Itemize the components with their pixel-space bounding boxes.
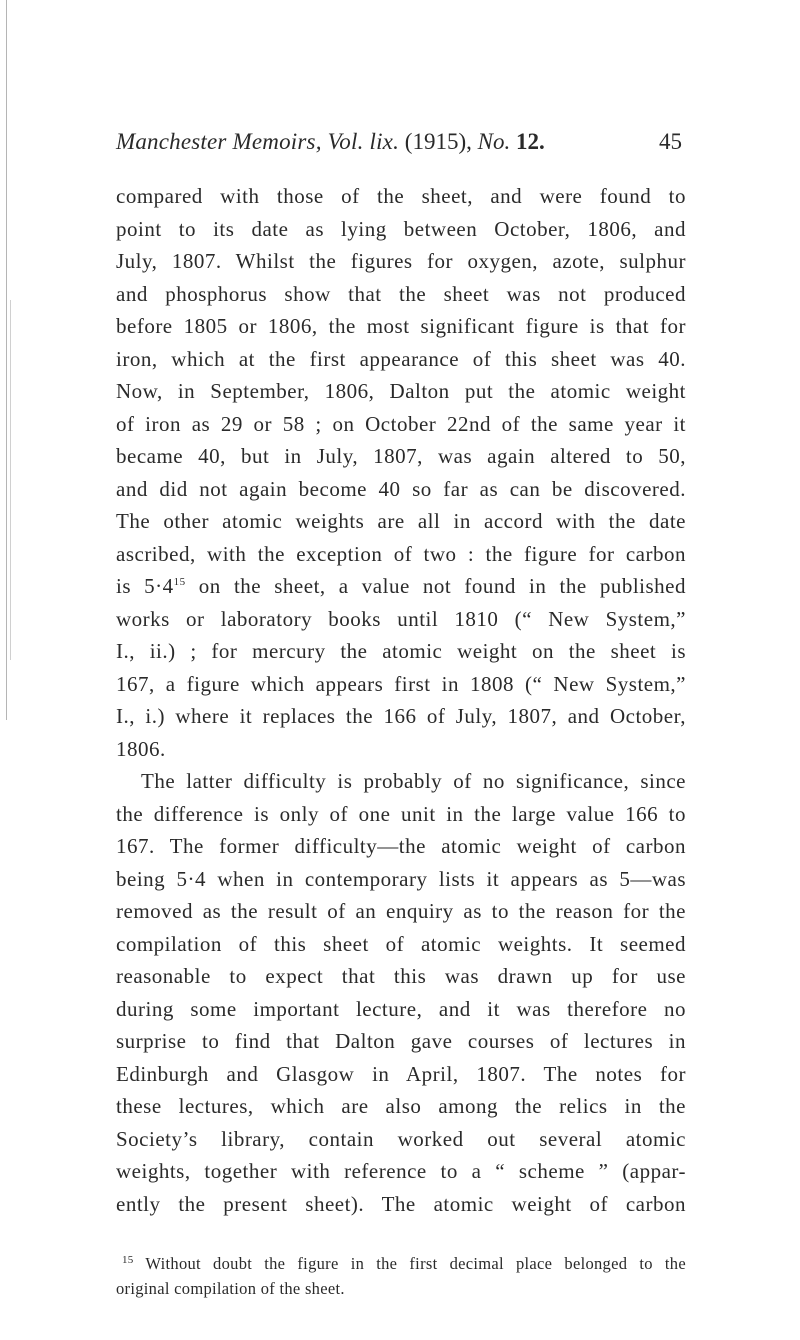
text-line: 167, a figure which appears first in 1808 (“ New System,” [116, 671, 686, 696]
text-line: removed as the result of an enquiry as to the reason for the [116, 899, 686, 923]
text-line-with-footnote-ref [116, 570, 686, 603]
footnote-line [116, 1251, 686, 1276]
text-line: point to its date as lying between October, 1806, and [116, 216, 686, 241]
text-line: weights, together with reference to a “ scheme ” (appar- [116, 1159, 686, 1183]
footnote-mark: 15 [122, 1253, 134, 1266]
header-year: (1915), [404, 129, 472, 154]
text-line: iron, which at the first appearance of this sheet was 40. [116, 346, 686, 371]
text-line: and did not again become 40 so far as can be discovered. [116, 476, 686, 501]
text-line: reasonable to expect that this was drawn up for use [116, 964, 686, 988]
text-line: ently the present sheet). The atomic weight of carbon [116, 1191, 686, 1216]
text-fragment: on the sheet, a value not found in the published [185, 574, 686, 598]
page-number: 45 [659, 129, 682, 154]
text-line: Society’s library, contain worked out several atomic [116, 1126, 686, 1151]
text-line: and phosphorus show that the sheet was not produced [116, 281, 686, 306]
footnote-line: original compilation of the sheet. [116, 1279, 345, 1298]
header-issue-label: No. [477, 129, 511, 154]
text-line: became 40, but in July, 1807, was again altered to 50, [116, 444, 686, 468]
text-line: 167. The former difficulty—the atomic weight of carbon [116, 834, 686, 858]
paragraph-end-line: 1806. [116, 736, 166, 761]
running-title: Manchester Memoirs, Vol. lix. [116, 129, 400, 154]
text-line: The other atomic weights are all in accord with the date [116, 509, 686, 533]
running-header [116, 126, 682, 158]
text-line: surprise to find that Dalton gave courses of lectures in [116, 1029, 686, 1053]
paragraph-first-line: The latter difficulty is probably of no significance, since [141, 769, 686, 793]
text-line: being 5·4 when in contemporary lists it appears as 5—was [116, 866, 686, 891]
text-line: before 1805 or 1806, the most significant figure is that for [116, 314, 686, 338]
text-line: these lectures, which are also among the relics in the [116, 1094, 686, 1118]
footnote [116, 1251, 686, 1301]
header-issue-number: 12. [515, 129, 545, 154]
text-line: ascribed, with the exception of two : the figure for carbon [116, 541, 686, 566]
text-line: July, 1807. Whilst the figures for oxygen, azote, sulphur [116, 249, 686, 273]
footnote-text: Without doubt the figure in the first decimal place belonged to the [145, 1254, 686, 1273]
text-line: works or laboratory books until 1810 (“ New System,” [116, 606, 686, 631]
page-edge-line [6, 0, 7, 720]
text-line: Edinburgh and Glasgow in April, 1807. The notes for [116, 1061, 686, 1086]
text-line: I., ii.) ; for mercury the atomic weight on the sheet is [116, 639, 686, 663]
body-text [116, 180, 686, 1220]
text-line: during some important lecture, and it was therefore no [116, 996, 686, 1021]
text-line: of iron as 29 or 58 ; on October 22nd of the same year it [116, 411, 686, 436]
text-line: the difference is only of one unit in the large value 166 to [116, 801, 686, 826]
footnote-reference: 15 [173, 576, 186, 588]
text-line: compilation of this sheet of atomic weights. It seemed [116, 931, 686, 956]
page-edge-line-inner [10, 300, 11, 660]
text-line: compared with those of the sheet, and were found to [116, 184, 686, 208]
text-line: Now, in September, 1806, Dalton put the atomic weight [116, 379, 686, 403]
text-fragment: is 5·4 [116, 574, 174, 598]
text-line: I., i.) where it replaces the 166 of July, 1807, and October, [116, 704, 686, 728]
